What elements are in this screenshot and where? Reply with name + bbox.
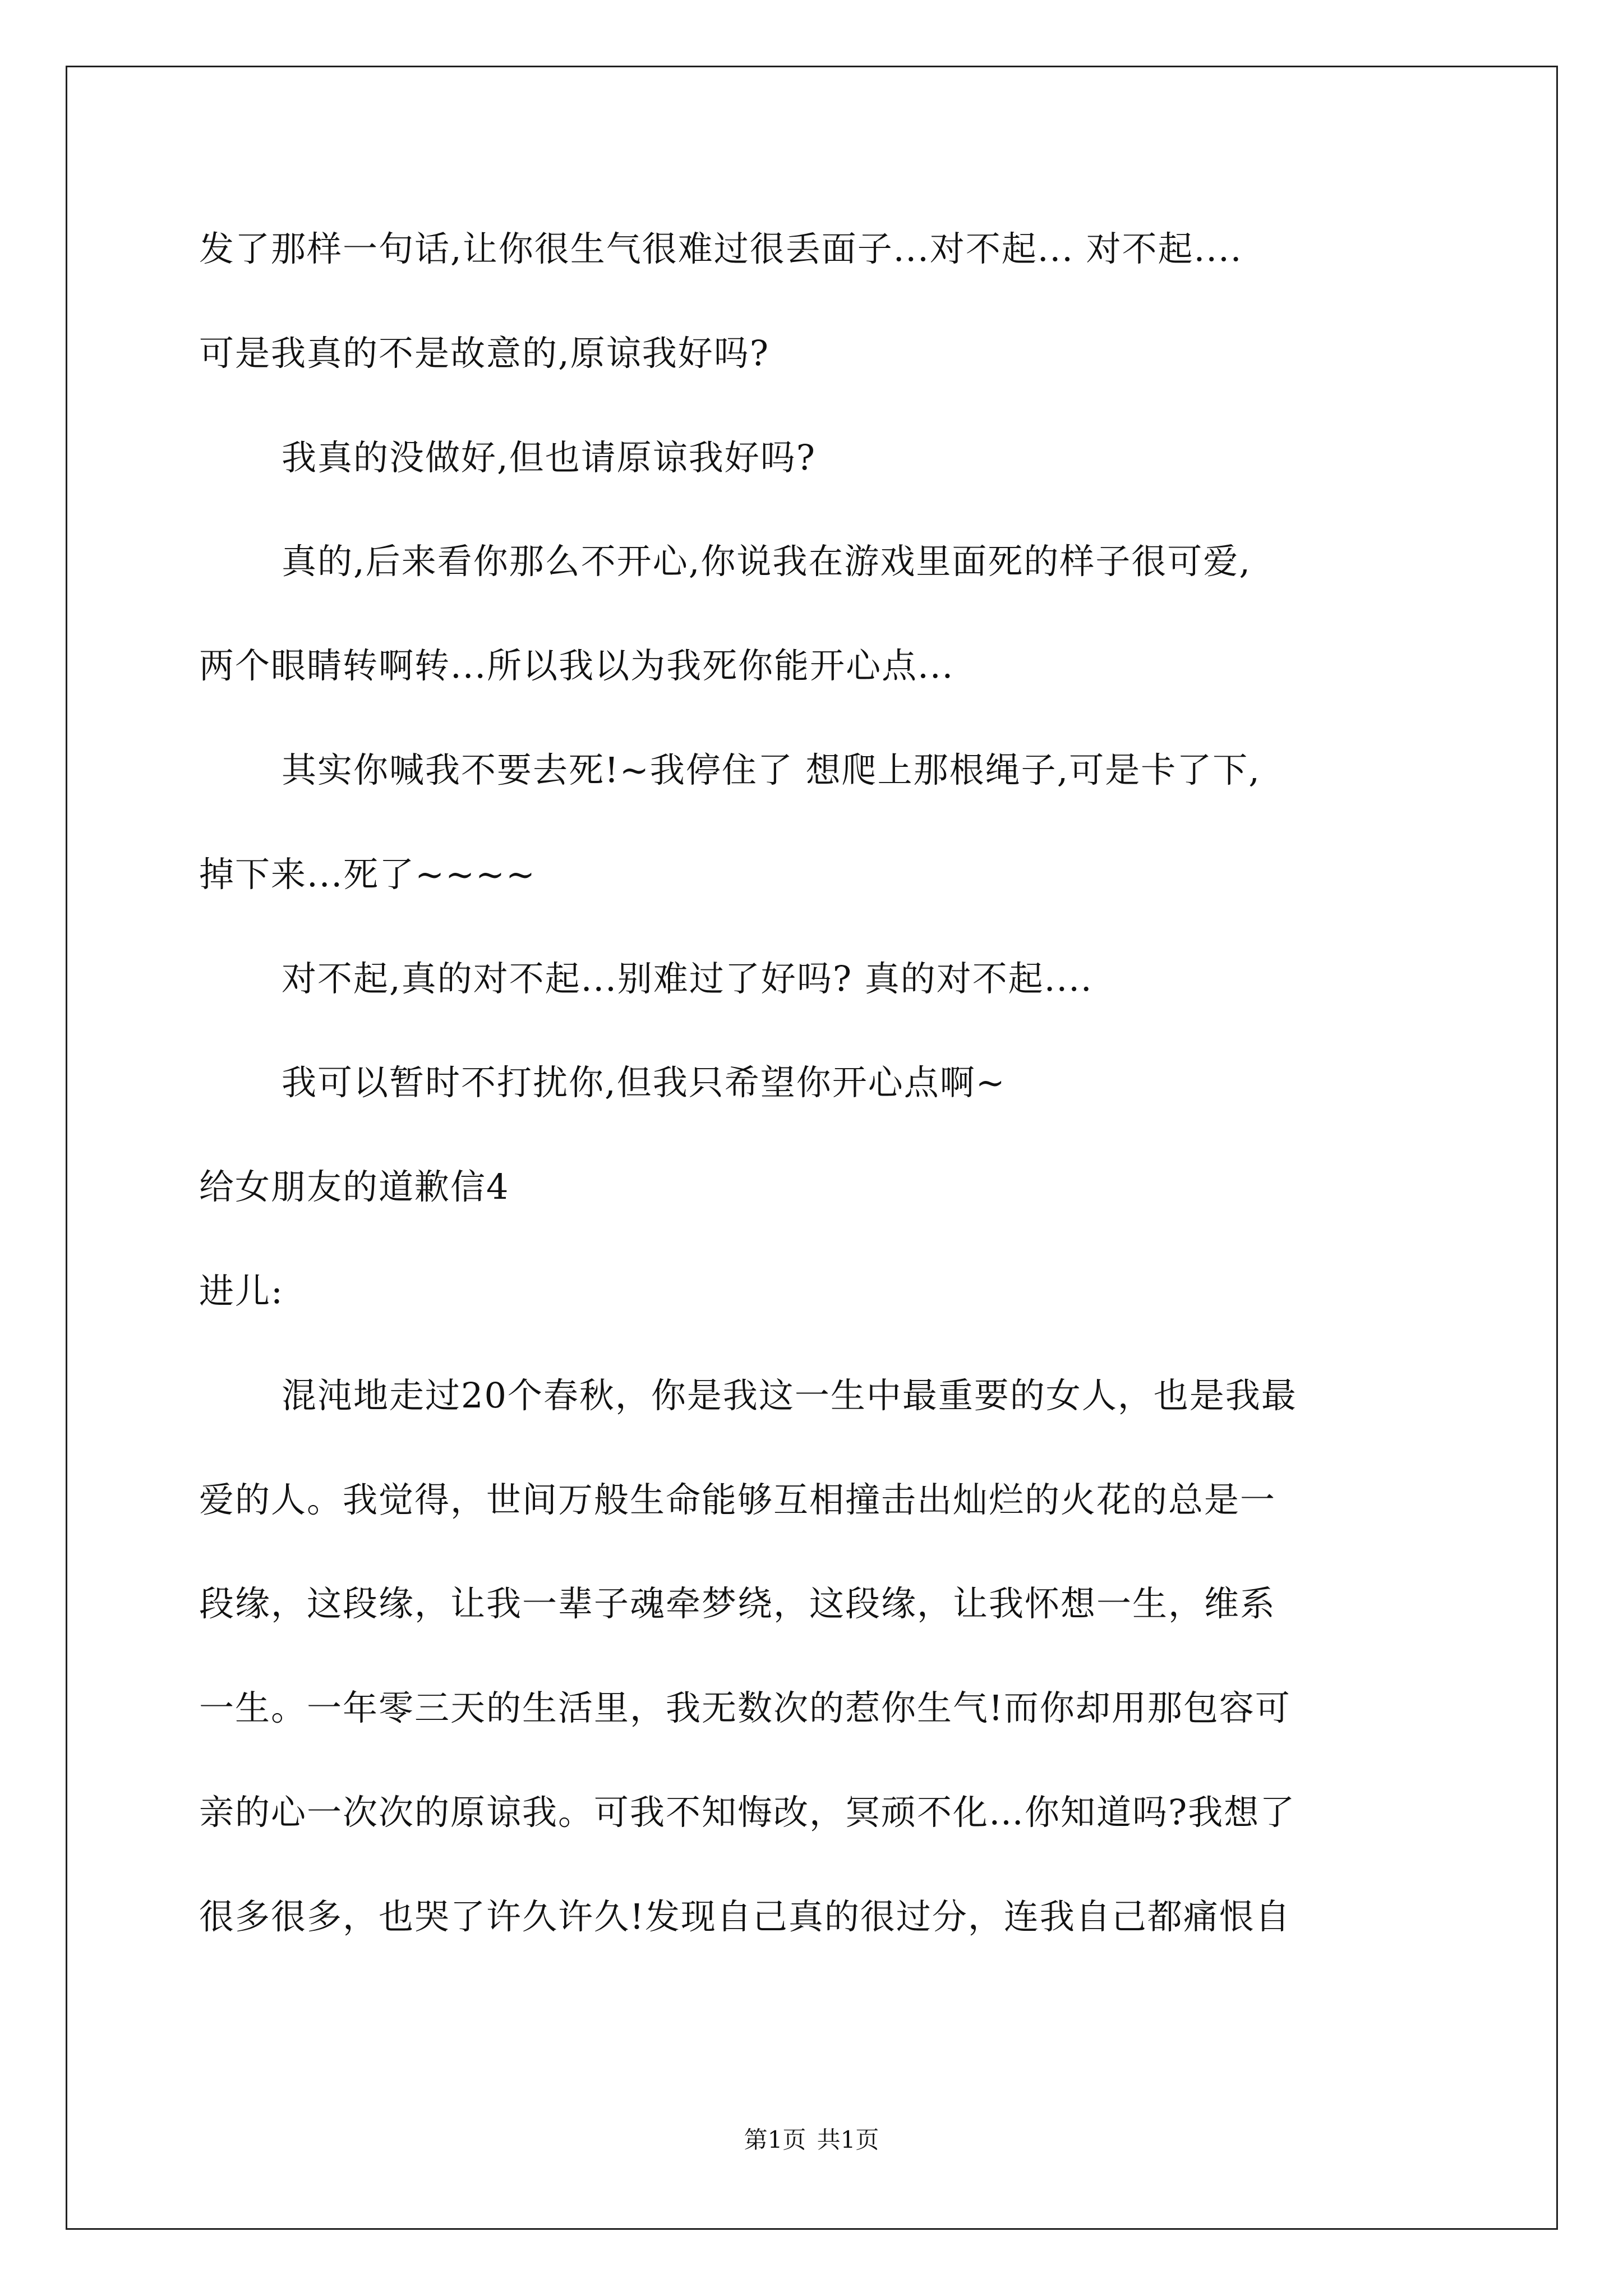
salutation: 进儿:: [199, 1271, 284, 1312]
text-line-7: 掉下来...死了~~~~: [199, 854, 536, 895]
text-line-5: 两个眼睛转啊转...所以我以为我死你能开心点...: [199, 645, 955, 686]
text-line-8: 对不起,真的对不起...别难过了好吗? 真的对不起....: [282, 958, 1093, 999]
text-line-13: 爱的人。我觉得，世间万般生命能够互相撞击出灿烂的火花的总是一: [199, 1479, 1276, 1520]
text-line-9: 我可以暂时不打扰你,但我只希望你开心点啊~: [282, 1062, 1006, 1103]
page-footer: 第1页 共1页: [744, 2126, 879, 2154]
text-line-4: 真的,后来看你那么不开心,你说我在游戏里面死的样子很可爱,: [282, 541, 1252, 582]
text-line-6: 其实你喊我不要去死!~我停住了 想爬上那根绳子,可是卡了下,: [282, 749, 1261, 790]
text-line-14: 段缘，这段缘，让我一辈子魂牵梦绕，这段缘，让我怀想一生，维系: [199, 1583, 1276, 1624]
section-heading: 给女朋友的道歉信4: [199, 1166, 510, 1207]
text-line-15: 一生。一年零三天的生活里，我无数次的惹你生气!而你却用那包容可: [199, 1687, 1291, 1728]
text-line-1: 发了那样一句话,让你很生气很难过很丢面子...对不起... 对不起....: [199, 228, 1243, 269]
text-line-2: 可是我真的不是故意的,原谅我好吗?: [199, 333, 769, 374]
text-line-3: 我真的没做好,但也请原谅我好吗?: [282, 437, 816, 478]
text-line-16: 亲的心一次次的原谅我。可我不知悔改，冥顽不化…你知道吗?我想了: [199, 1792, 1296, 1833]
text-line-12: 混沌地走过20个春秋，你是我这一生中最重要的女人，也是我最: [282, 1375, 1297, 1416]
text-line-17: 很多很多，也哭了许久许久!发现自己真的很过分，连我自己都痛恨自: [199, 1896, 1291, 1937]
